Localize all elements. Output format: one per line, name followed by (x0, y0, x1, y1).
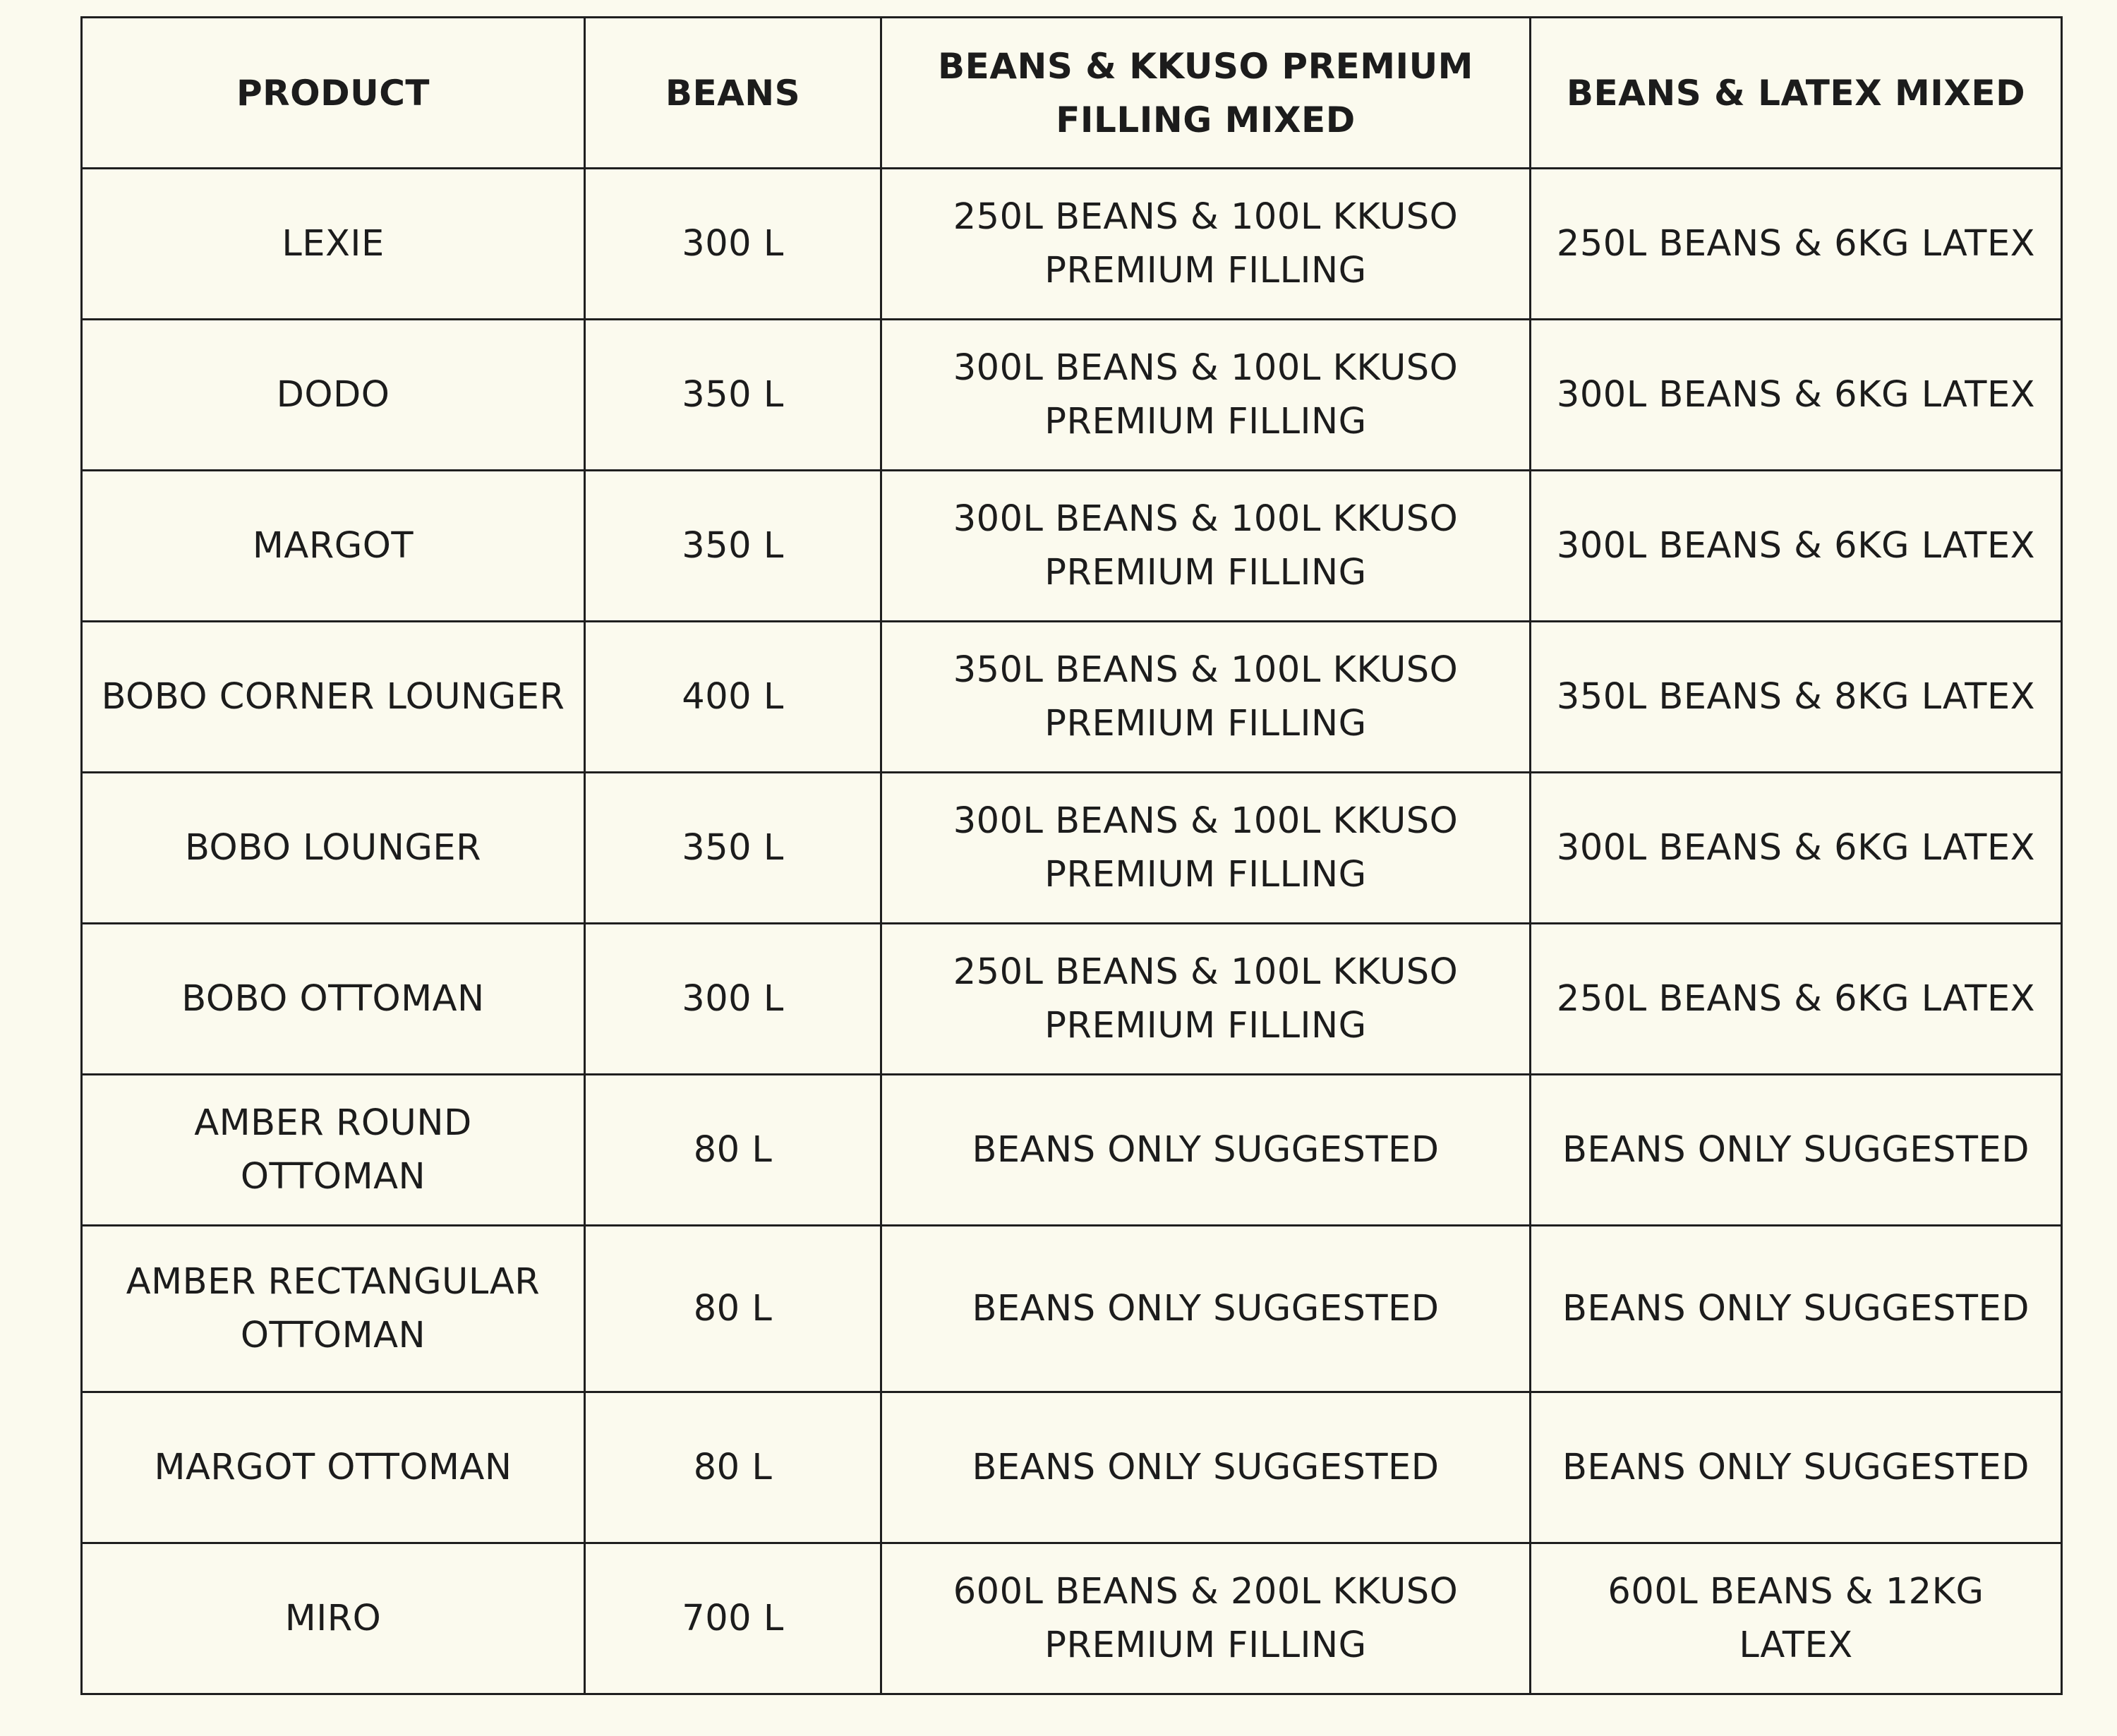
product-cell: BOBO LOUNGER (82, 773, 585, 924)
beans-kkuso-cell: 350L BEANS & 100L KKUSO PREMIUM FILLING (881, 622, 1531, 773)
product-cell: LEXIE (82, 169, 585, 320)
header-beans-kkuso: BEANS & KKUSO PREMIUM FILLING MIXED (881, 18, 1531, 169)
beans-kkuso-cell: BEANS ONLY SUGGESTED (881, 1226, 1531, 1392)
beans-latex-cell: 350L BEANS & 8KG LATEX (1531, 622, 2062, 773)
table-row (82, 1392, 2062, 1543)
beans-cell: 700 L (585, 1543, 881, 1694)
product-cell: AMBER ROUND OTTOMAN (82, 1075, 585, 1226)
beans-cell: 80 L (585, 1392, 881, 1543)
beans-latex-cell: BEANS ONLY SUGGESTED (1531, 1226, 2062, 1392)
table-row (82, 320, 2062, 471)
product-cell: MARGOT OTTOMAN (82, 1392, 585, 1543)
bean-filling-table (80, 16, 2063, 1695)
product-cell: DODO (82, 320, 585, 471)
beans-latex-cell: 600L BEANS & 12KG LATEX (1531, 1543, 2062, 1694)
product-cell: BOBO CORNER LOUNGER (82, 622, 585, 773)
beans-latex-cell: 250L BEANS & 6KG LATEX (1531, 924, 2062, 1075)
beans-kkuso-cell: 300L BEANS & 100L KKUSO PREMIUM FILLING (881, 471, 1531, 622)
beans-kkuso-cell: 600L BEANS & 200L KKUSO PREMIUM FILLING (881, 1543, 1531, 1694)
table-row (82, 471, 2062, 622)
product-cell: MARGOT (82, 471, 585, 622)
beans-cell: 300 L (585, 169, 881, 320)
beans-cell: 350 L (585, 320, 881, 471)
beans-latex-cell: BEANS ONLY SUGGESTED (1531, 1075, 2062, 1226)
beans-kkuso-cell: 300L BEANS & 100L KKUSO PREMIUM FILLING (881, 773, 1531, 924)
beans-cell: 80 L (585, 1226, 881, 1392)
beans-latex-cell: 300L BEANS & 6KG LATEX (1531, 471, 2062, 622)
header-beans: BEANS (585, 18, 881, 169)
product-cell: AMBER RECTANGULAR OTTOMAN (82, 1226, 585, 1392)
beans-kkuso-cell: 250L BEANS & 100L KKUSO PREMIUM FILLING (881, 924, 1531, 1075)
beans-kkuso-cell: 300L BEANS & 100L KKUSO PREMIUM FILLING (881, 320, 1531, 471)
table-row (82, 1543, 2062, 1694)
beans-cell: 300 L (585, 924, 881, 1075)
table-body (82, 169, 2062, 1694)
table-row (82, 924, 2062, 1075)
beans-cell: 400 L (585, 622, 881, 773)
table-header (82, 18, 2062, 169)
header-beans-latex: BEANS & LATEX MIXED (1531, 18, 2062, 169)
table-row (82, 773, 2062, 924)
beans-latex-cell: 250L BEANS & 6KG LATEX (1531, 169, 2062, 320)
beans-cell: 350 L (585, 471, 881, 622)
beans-kkuso-cell: 250L BEANS & 100L KKUSO PREMIUM FILLING (881, 169, 1531, 320)
beans-latex-cell: 300L BEANS & 6KG LATEX (1531, 773, 2062, 924)
beans-cell: 80 L (585, 1075, 881, 1226)
beans-latex-cell: 300L BEANS & 6KG LATEX (1531, 320, 2062, 471)
header-row (82, 18, 2062, 169)
table-row (82, 169, 2062, 320)
header-product: PRODUCT (82, 18, 585, 169)
beans-kkuso-cell: BEANS ONLY SUGGESTED (881, 1075, 1531, 1226)
table-row (82, 622, 2062, 773)
beans-cell: 350 L (585, 773, 881, 924)
product-cell: MIRO (82, 1543, 585, 1694)
beans-kkuso-cell: BEANS ONLY SUGGESTED (881, 1392, 1531, 1543)
table-row (82, 1226, 2062, 1392)
table-row (82, 1075, 2062, 1226)
beans-latex-cell: BEANS ONLY SUGGESTED (1531, 1392, 2062, 1543)
product-cell: BOBO OTTOMAN (82, 924, 585, 1075)
